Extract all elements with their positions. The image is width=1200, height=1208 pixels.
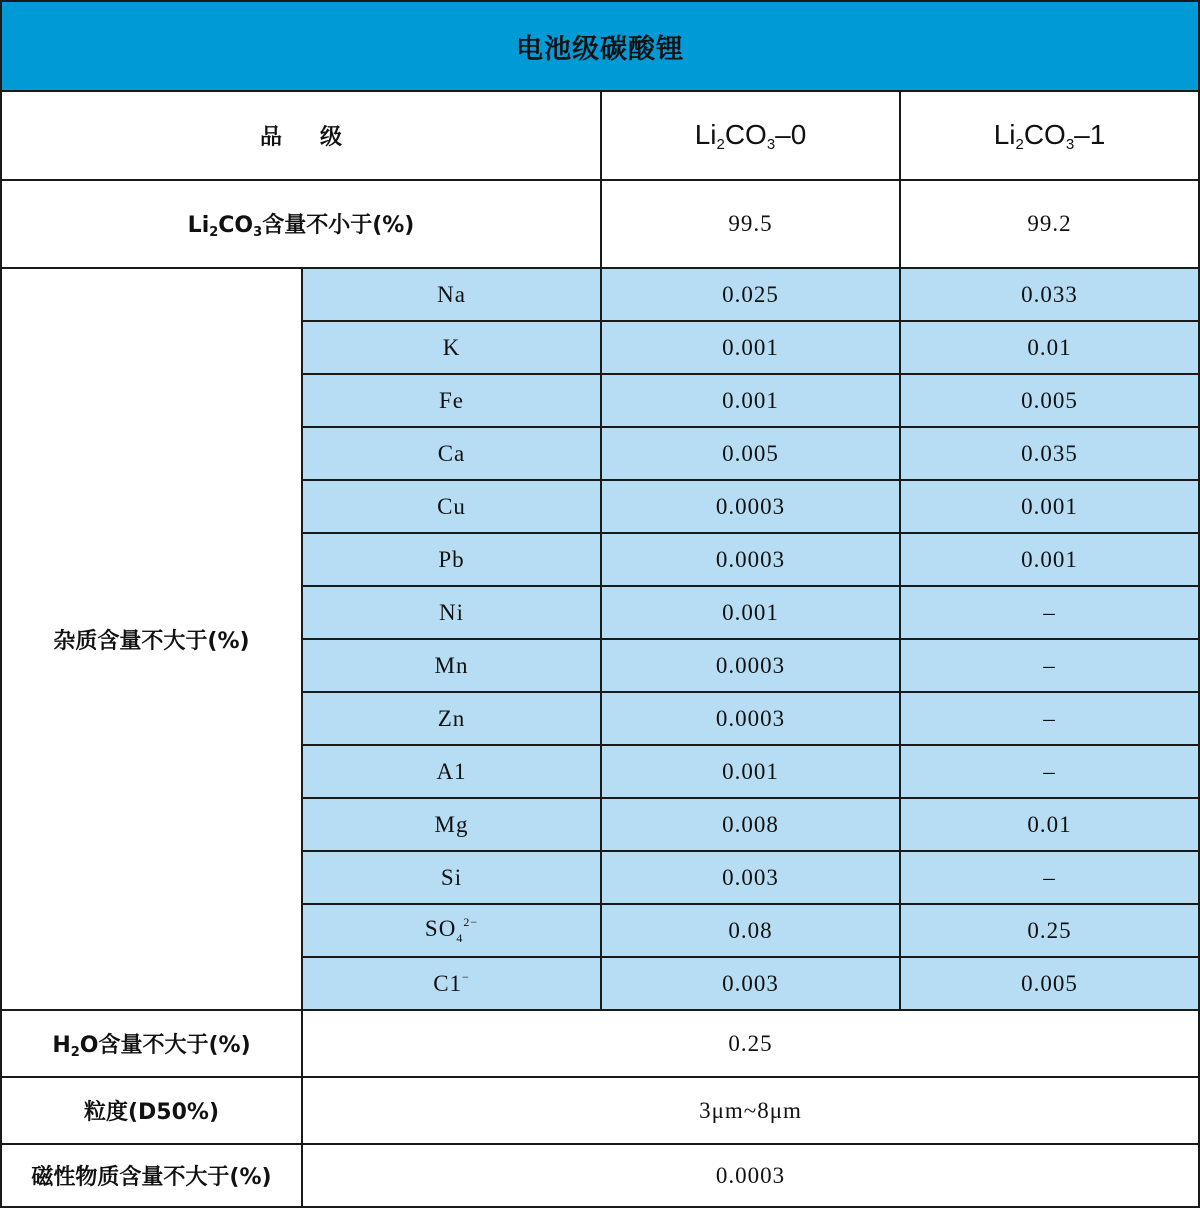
impurity-value-0: 0.001 [601, 586, 900, 639]
impurity-element: C1− [302, 957, 601, 1010]
impurity-value-1: – [900, 692, 1198, 745]
impurity-element: Pb [302, 533, 601, 586]
li2co3-content-value-1: 99.2 [900, 180, 1198, 268]
impurity-value-0: 0.008 [601, 798, 900, 851]
impurity-element: Si [302, 851, 601, 904]
li2co3-content-label: $Li_2CO_3$含量不小于(%) [2, 180, 601, 268]
impurity-value-0: 0.0003 [601, 692, 900, 745]
impurity-element: Mg [302, 798, 601, 851]
impurity-value-1: 0.001 [900, 533, 1198, 586]
impurity-value-1: – [900, 639, 1198, 692]
impurity-row [2, 268, 1198, 321]
table-title: 电池级碳酸锂 [2, 2, 1198, 92]
h2o-content-label: $H_2O$含量不大于(%) [2, 1010, 302, 1077]
impurity-value-0: 0.0003 [601, 639, 900, 692]
impurity-value-1: – [900, 586, 1198, 639]
spec-table [2, 92, 1198, 1206]
h2o-content-value: 0.25 [302, 1010, 1198, 1077]
grade-header-cell [2, 92, 601, 180]
impurity-element: Ni [302, 586, 601, 639]
impurity-value-0: 0.001 [601, 374, 900, 427]
particle-size-label: 粒度(D50%) [2, 1077, 302, 1144]
impurity-value-1: – [900, 745, 1198, 798]
magnetic-content-value: 0.0003 [302, 1144, 1198, 1206]
particle-size-row [2, 1077, 1198, 1144]
li2co3-content-value-0: 99.5 [601, 180, 900, 268]
impurity-value-0: 0.025 [601, 268, 900, 321]
impurity-element: K [302, 321, 601, 374]
impurity-value-0: 0.0003 [601, 480, 900, 533]
impurity-element: Na [302, 268, 601, 321]
impurity-element: A1 [302, 745, 601, 798]
particle-size-value: 3μm~8μm [302, 1077, 1198, 1144]
impurity-value-1: 0.001 [900, 480, 1198, 533]
impurity-element: Mn [302, 639, 601, 692]
impurity-value-0: 0.003 [601, 957, 900, 1010]
impurity-value-0: 0.003 [601, 851, 900, 904]
impurity-element: $SO_4^{2-}$ [302, 904, 601, 957]
li2co3-content-row [2, 180, 1198, 268]
impurity-value-0: 0.08 [601, 904, 900, 957]
header-row [2, 92, 1198, 180]
impurity-value-0: 0.005 [601, 427, 900, 480]
impurity-element: Cu [302, 480, 601, 533]
grade-header-0: $Li_2CO_3-0$ [601, 92, 900, 180]
h2o-content-row [2, 1010, 1198, 1077]
impurity-value-1: 0.033 [900, 268, 1198, 321]
impurity-element: Fe [302, 374, 601, 427]
impurity-value-1: 0.005 [900, 957, 1198, 1010]
magnetic-content-label: 磁性物质含量不大于(%) [2, 1144, 302, 1206]
impurity-value-0: 0.0003 [601, 533, 900, 586]
impurity-element: Zn [302, 692, 601, 745]
magnetic-content-row [2, 1144, 1198, 1206]
impurity-label: 杂质含量不大于(%) [2, 268, 302, 1010]
impurity-value-1: 0.035 [900, 427, 1198, 480]
impurity-value-1: 0.25 [900, 904, 1198, 957]
grade-header-1: $Li_2CO_3-1$ [900, 92, 1198, 180]
impurity-value-1: – [900, 851, 1198, 904]
impurity-value-0: 0.001 [601, 321, 900, 374]
impurity-element: Ca [302, 427, 601, 480]
impurity-value-1: 0.01 [900, 321, 1198, 374]
impurity-value-1: 0.01 [900, 798, 1198, 851]
grade-label: 品级 [260, 125, 381, 150]
impurity-value-0: 0.001 [601, 745, 900, 798]
impurity-value-1: 0.005 [900, 374, 1198, 427]
